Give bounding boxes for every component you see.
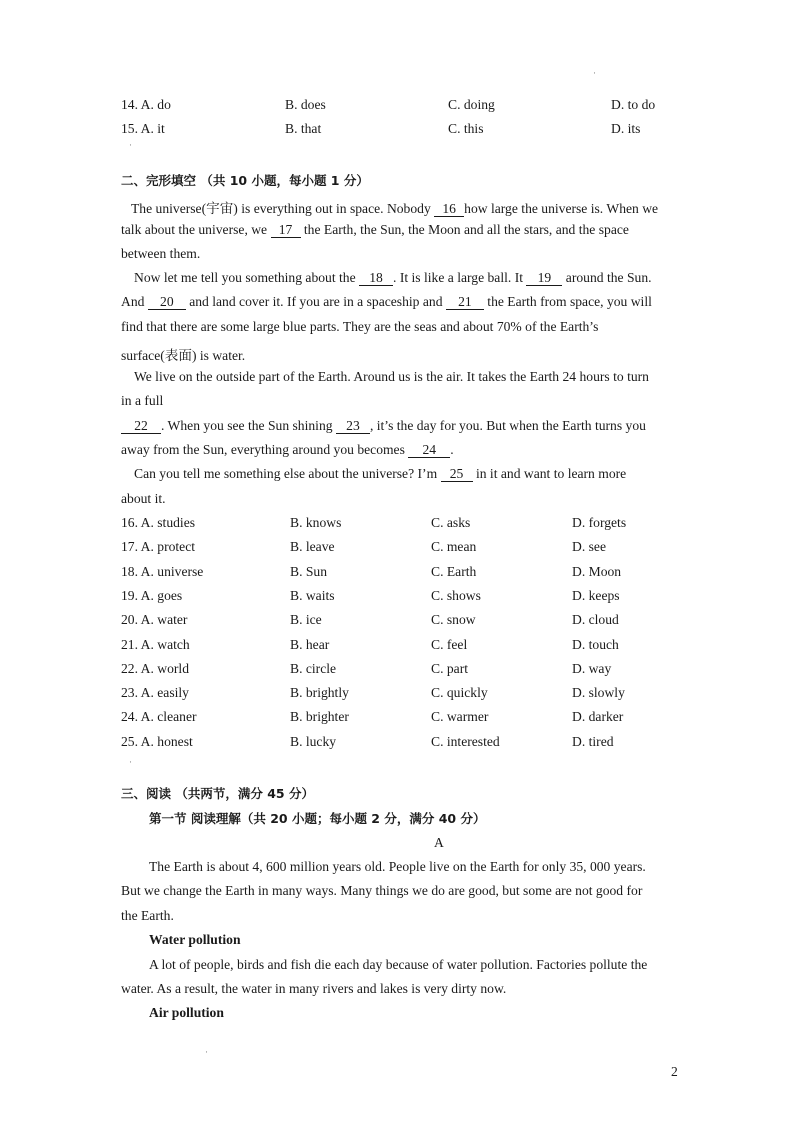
passage-line: find that there are some large blue parts. They are the seas and about 70% of the Earth’s <box>121 319 599 334</box>
option-c: C. snow <box>431 612 476 628</box>
section-3-heading: 三、阅读 （共两节，满分 45 分） <box>121 786 314 801</box>
reading-line: A lot of people, birds and fish die each day because of water pollution. Factories pollute the <box>149 957 648 972</box>
option-b: B. brighter <box>290 709 349 725</box>
question-number: 21. <box>121 636 138 652</box>
reading-line: But we change the Earth in many ways. Many things we do are good, but some are not good for <box>121 883 643 898</box>
subheading-water-pollution: Water pollution <box>149 932 241 947</box>
option-b: B. lucky <box>290 733 337 749</box>
blank-24: 24 <box>408 443 450 458</box>
option-a <box>121 97 171 113</box>
question-number: 23. <box>121 685 138 701</box>
option-c: C. shows <box>431 587 481 603</box>
scan-mark: · <box>205 1047 208 1057</box>
option-b: B. circle <box>290 660 337 676</box>
page-number: 2 <box>671 1064 678 1079</box>
option-c: C. feel <box>431 636 468 652</box>
passage-line: Can you tell me something else about the universe? I’m 25 in it and want to learn more <box>134 466 627 481</box>
option-text: A. watch <box>140 636 190 652</box>
option-text: A. world <box>140 660 189 676</box>
section-3-subheading: 第一节 阅读理解（共 20 小题；每小题 2 分，满分 40 分） <box>149 811 486 826</box>
blank-20: 20 <box>148 295 186 310</box>
option-b: B. knows <box>290 515 342 530</box>
question-number: 22. <box>121 660 138 676</box>
option-d: D. its <box>611 121 641 136</box>
option-a <box>121 564 203 580</box>
option-d: D. darker <box>572 709 624 725</box>
option-b: B. Sun <box>290 563 328 579</box>
option-d: D. Moon <box>572 563 622 579</box>
option-text: A. easily <box>140 685 189 701</box>
question-number: 14. <box>121 97 138 112</box>
option-text: A. studies <box>140 515 196 530</box>
blank-18: 18 <box>359 271 393 286</box>
option-d: D. slowly <box>572 685 625 701</box>
option-b: B. hear <box>290 636 330 652</box>
passage-label: A <box>434 835 444 850</box>
scan-mark: · <box>129 140 132 150</box>
option-text: A. water <box>140 612 188 628</box>
option-b: B. waits <box>290 587 335 603</box>
blank-19: 19 <box>526 271 562 286</box>
option-d: D. way <box>572 660 612 676</box>
passage-line: between them. <box>121 246 201 261</box>
option-b: B. leave <box>290 539 335 555</box>
blank-22: 22 <box>121 419 161 434</box>
option-c: C. this <box>448 121 484 136</box>
option-a <box>121 709 197 725</box>
option-text: A. cleaner <box>140 709 197 725</box>
question-number: 20. <box>121 612 138 628</box>
passage-line: The universe(宇宙) is everything out in space. Nobody 16 how large the universe is. When we <box>131 201 659 216</box>
option-b: B. that <box>285 121 322 136</box>
option-text: A. goes <box>140 587 183 603</box>
blank-21: 21 <box>446 295 484 310</box>
reading-line: the Earth. <box>121 908 174 923</box>
option-text: A. honest <box>140 733 193 749</box>
option-d: D. to do <box>611 97 656 112</box>
option-d: D. see <box>572 539 606 555</box>
option-d: D. forgets <box>572 515 627 530</box>
blank-17: 17 <box>271 223 301 238</box>
option-d: D. cloud <box>572 612 619 628</box>
option-c: C. quickly <box>431 685 488 701</box>
option-a <box>121 612 187 628</box>
option-c: C. Earth <box>431 563 477 579</box>
option-c: C. doing <box>448 97 495 112</box>
passage-line: in a full <box>121 393 164 408</box>
option-a <box>121 734 193 750</box>
passage-line: 22 . When you see the Sun shining 23 , it’s the day for you. But when the Earth turns you <box>121 418 646 434</box>
option-b: B. does <box>285 97 326 112</box>
option-a <box>121 637 190 653</box>
option-c: C. part <box>431 660 468 676</box>
option-d: D. keeps <box>572 587 620 603</box>
question-number: 19. <box>121 587 138 603</box>
blank-25: 25 <box>441 467 473 482</box>
option-a <box>121 121 165 137</box>
passage-line: Now let me tell you something about the 18 . It is like a large ball. It 19 around the Sun. <box>134 270 652 285</box>
option-c: C. mean <box>431 539 477 555</box>
option-d: D. tired <box>572 733 614 749</box>
option-a <box>121 515 195 531</box>
option-c: C. warmer <box>431 709 489 725</box>
question-number: 25. <box>121 733 138 749</box>
question-number: 15. <box>121 121 138 136</box>
scan-mark: · <box>129 757 132 767</box>
scan-mark: · <box>593 68 596 78</box>
option-a <box>121 661 189 677</box>
subheading-air-pollution: Air pollution <box>149 1005 224 1020</box>
question-number: 17. <box>121 539 138 555</box>
passage-line: We live on the outside part of the Earth. Around us is the air. It takes the Earth 24 hours to turn <box>134 369 649 384</box>
option-a <box>121 588 182 604</box>
question-number: 24. <box>121 709 138 725</box>
option-d: D. touch <box>572 636 619 652</box>
question-number: 16. <box>121 515 138 530</box>
option-a <box>121 685 189 701</box>
option-text: A. universe <box>140 563 204 579</box>
passage-line: And 20 and land cover it. If you are in a spaceship and 21 the Earth from space, you will <box>121 294 652 309</box>
option-text: A. do <box>140 97 171 112</box>
option-text: A. it <box>140 121 165 136</box>
option-c: C. asks <box>431 515 471 530</box>
passage-line: surface(表面) is water. <box>121 348 246 363</box>
option-b: B. ice <box>290 612 322 628</box>
passage-line: talk about the universe, we 17 the Earth, the Sun, the Moon and all the stars, and the space <box>121 222 629 237</box>
option-b: B. brightly <box>290 685 349 701</box>
option-c: C. interested <box>431 733 500 749</box>
blank-23: 23 <box>336 419 370 434</box>
passage-line: about it. <box>121 491 166 506</box>
option-text: A. protect <box>140 539 196 555</box>
section-2-heading: 二、完形填空 （共 10 小题，每小题 1 分） <box>121 173 369 188</box>
passage-line: away from the Sun, everything around you becomes 24 . <box>121 442 454 457</box>
blank-16: 16 <box>434 202 464 217</box>
question-number: 18. <box>121 563 138 579</box>
reading-line: water. As a result, the water in many rivers and lakes is very dirty now. <box>121 981 507 996</box>
option-a <box>121 539 195 555</box>
reading-line: The Earth is about 4, 600 million years old. People live on the Earth for only 35, 000 years. <box>149 859 646 874</box>
